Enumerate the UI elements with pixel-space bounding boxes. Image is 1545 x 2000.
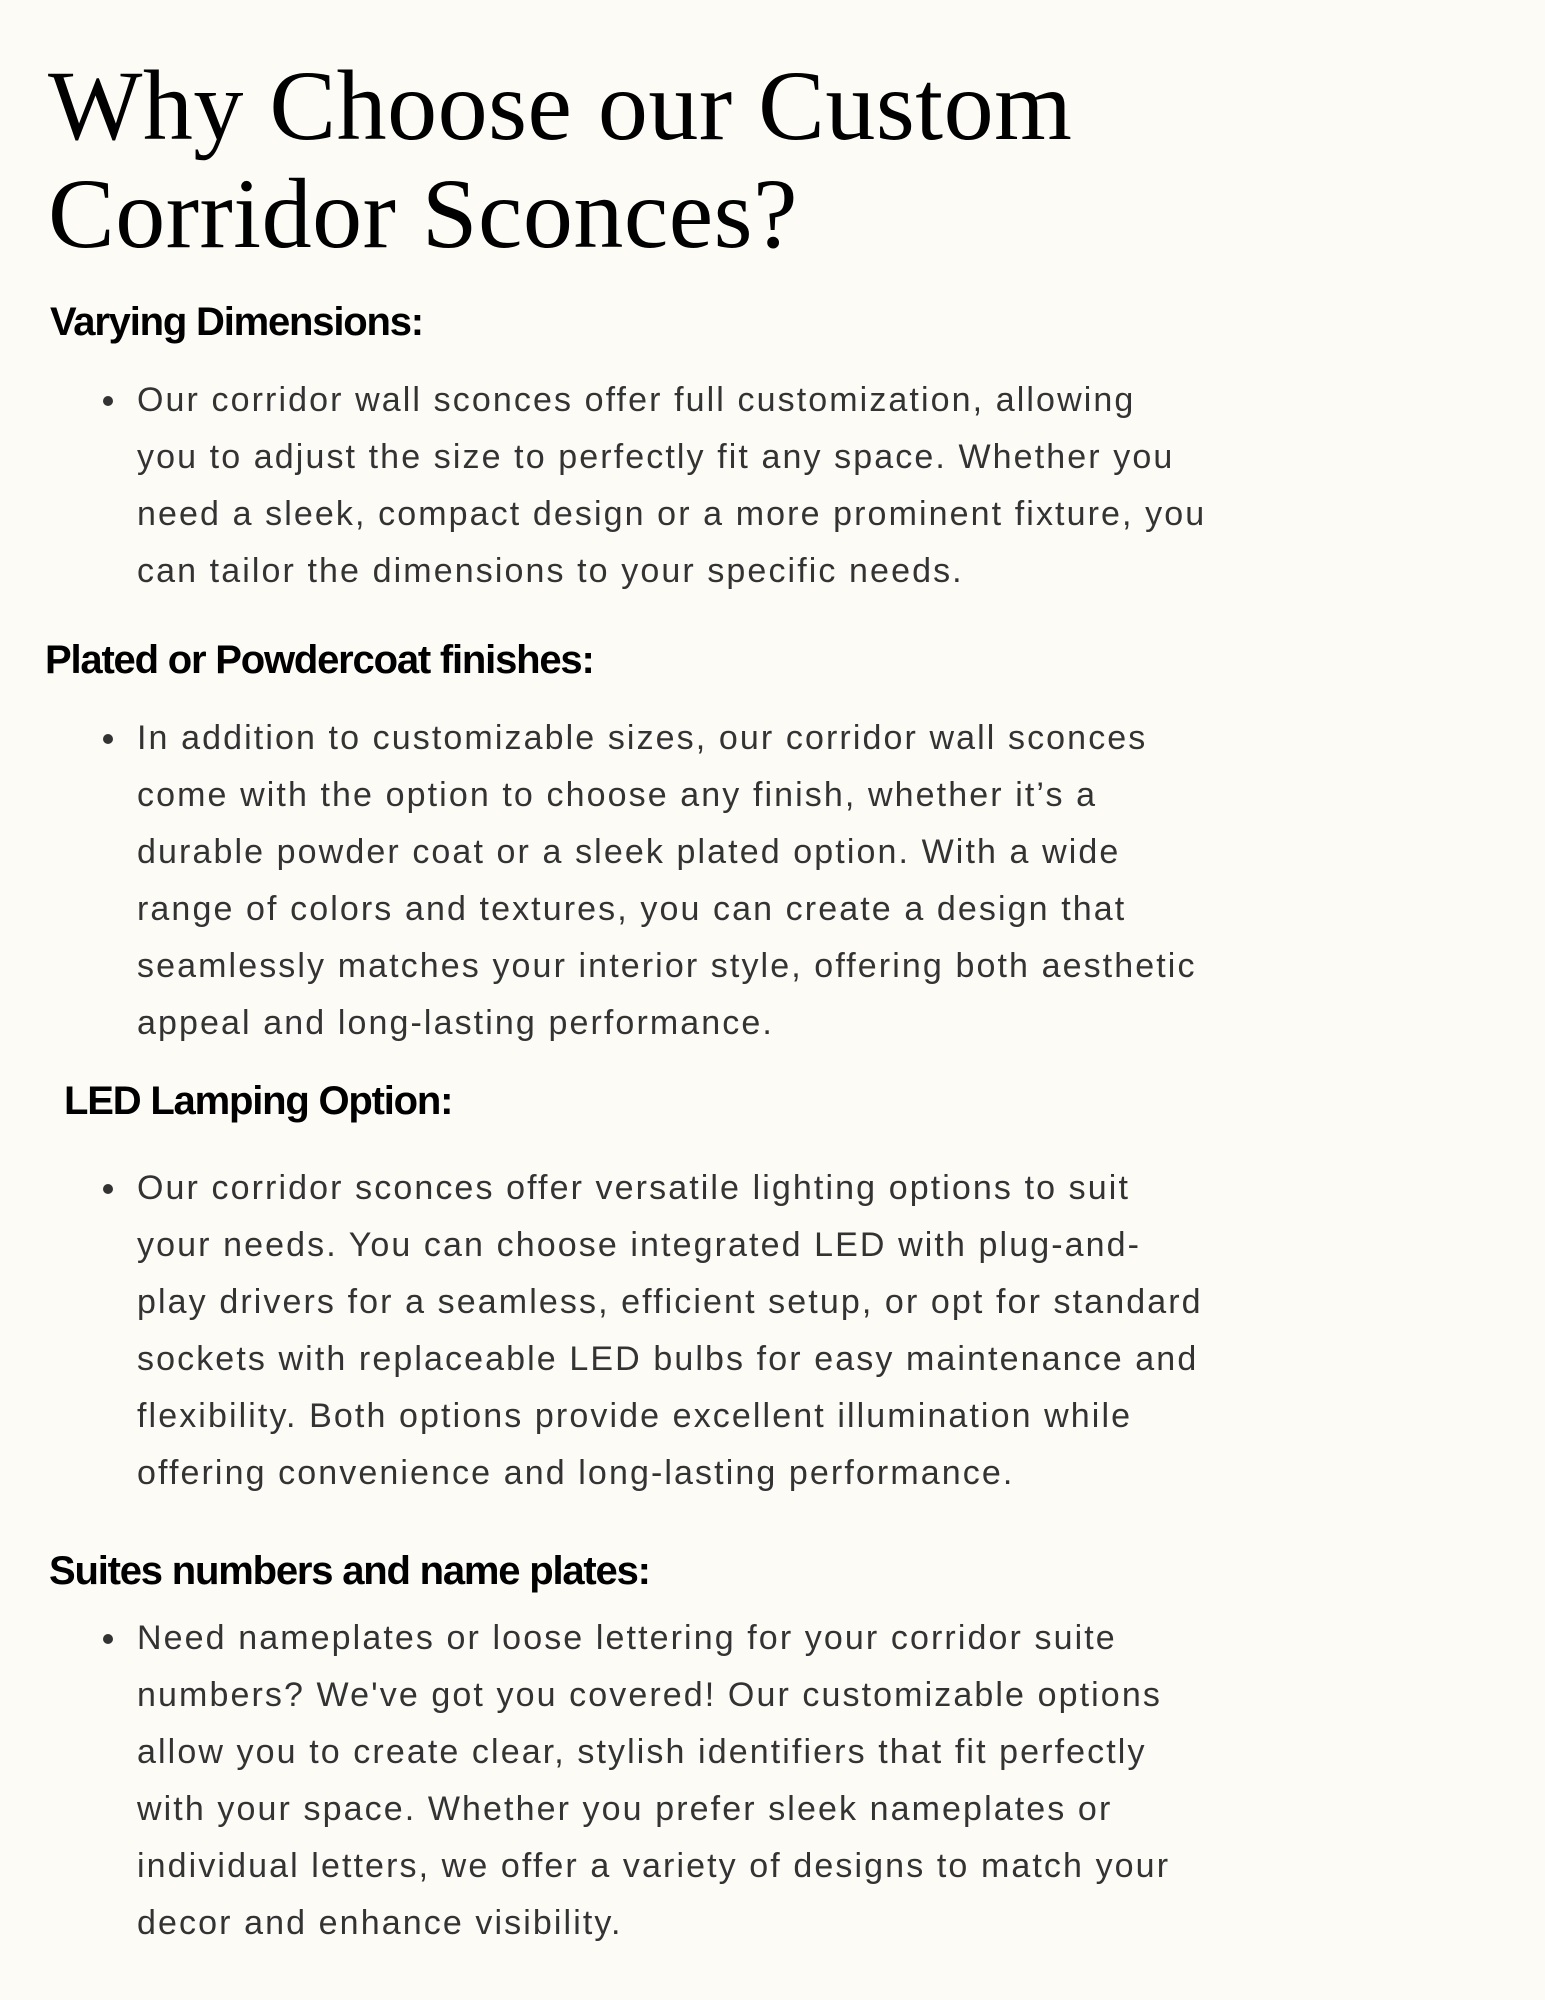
text-line: come with the option to choose any finish, whether it’s a — [137, 776, 1098, 814]
text-line: numbers? We've got you covered! Our customizable options — [137, 1676, 1162, 1714]
bullet-list-varying-dimensions — [137, 372, 1397, 600]
page-title-line: Why Choose our Custom — [48, 50, 1073, 161]
text-line: Need nameplates or loose lettering for your corridor suite — [137, 1619, 1117, 1657]
text-line: Our corridor sconces offer versatile lighting options to suit — [137, 1169, 1130, 1207]
list-item — [137, 1610, 1397, 1952]
section-heading-varying-dimensions: Varying Dimensions: — [50, 300, 423, 344]
list-item — [137, 372, 1397, 600]
bullet-icon — [103, 1184, 113, 1194]
bullet-list-finishes — [137, 710, 1397, 1052]
section-heading-led-lamping: LED Lamping Option: — [64, 1079, 453, 1123]
text-line: Our corridor wall sconces offer full customization, allowing — [137, 381, 1136, 419]
text-line: seamlessly matches your interior style, offering both aesthetic — [137, 947, 1197, 985]
bullet-icon — [103, 1634, 113, 1644]
bullet-list-suite-numbers — [137, 1610, 1397, 1952]
text-line: offering convenience and long-lasting performance. — [137, 1454, 1015, 1492]
list-item — [137, 710, 1397, 1052]
text-line: sockets with replaceable LED bulbs for easy maintenance and — [137, 1340, 1199, 1378]
text-line: In addition to customizable sizes, our corridor wall sconces — [137, 719, 1148, 757]
text-line: need a sleek, compact design or a more prominent fixture, you — [137, 495, 1207, 533]
text-line: flexibility. Both options provide excellent illumination while — [137, 1397, 1133, 1435]
text-line: durable powder coat or a sleek plated option. With a wide — [137, 833, 1121, 871]
bullet-list-led-lamping — [137, 1160, 1397, 1502]
text-line: you to adjust the size to perfectly fit any space. Whether you — [137, 438, 1175, 476]
section-heading-finishes: Plated or Powdercoat finishes: — [45, 638, 594, 682]
section-heading-suite-numbers: Suites numbers and name plates: — [49, 1549, 650, 1593]
text-line: individual letters, we offer a variety of designs to match your — [137, 1847, 1171, 1885]
text-line: decor and enhance visibility. — [137, 1904, 623, 1942]
text-line: appeal and long-lasting performance. — [137, 1004, 774, 1042]
text-line: allow you to create clear, stylish identifiers that fit perfectly — [137, 1733, 1147, 1771]
text-line: range of colors and textures, you can create a design that — [137, 890, 1127, 928]
bullet-icon — [103, 396, 113, 406]
page-title-line: Corridor Sconces? — [48, 158, 798, 269]
text-line: your needs. You can choose integrated LED with plug-and- — [137, 1226, 1142, 1264]
text-line: with your space. Whether you prefer sleek nameplates or — [137, 1790, 1113, 1828]
page-title — [48, 52, 1072, 268]
list-item — [137, 1160, 1397, 1502]
text-line: play drivers for a seamless, efficient setup, or opt for standard — [137, 1283, 1203, 1321]
text-line: can tailor the dimensions to your specific needs. — [137, 552, 964, 590]
bullet-icon — [103, 734, 113, 744]
